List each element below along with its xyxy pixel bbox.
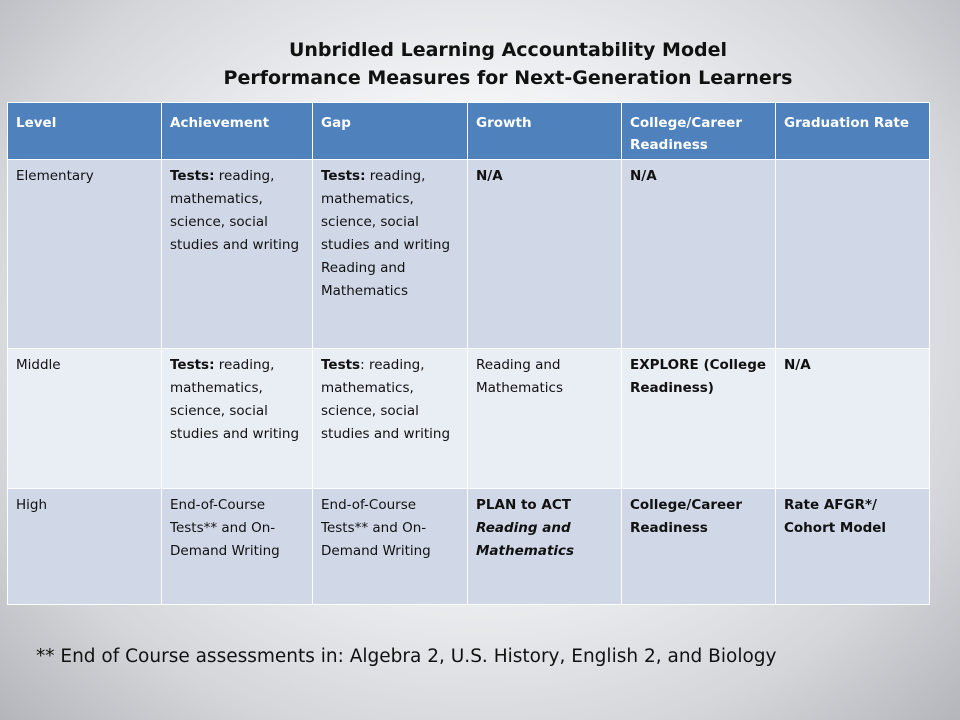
header-graduation-rate: Graduation Rate	[776, 103, 930, 160]
header-achievement: Achievement	[162, 103, 313, 160]
cell-label: Tests:	[170, 357, 215, 373]
cell-text: reading, mathematics, science, social studies and writing Reading and Mathematics	[321, 168, 451, 299]
performance-measures-table	[7, 102, 930, 605]
cell-graduation-rate: N/A	[776, 349, 930, 489]
cell-achievement	[162, 160, 313, 349]
cell-growth: Reading and Mathematics	[468, 349, 622, 489]
table-row-middle	[8, 349, 930, 489]
header-level: Level	[8, 103, 162, 160]
cell-gap	[313, 160, 468, 349]
cell-text: Reading and Mathematics	[476, 520, 575, 559]
cell-label: Tests	[321, 357, 361, 373]
cell-college-career-readiness: EXPLORE (College Readiness)	[622, 349, 776, 489]
cell-label: PLAN to ACT	[476, 497, 571, 513]
header-gap: Gap	[313, 103, 468, 160]
table-row-high	[8, 489, 930, 605]
slide-title	[0, 36, 960, 92]
footnote: ** End of Course assessments in: Algebra 2, U.S. History, English 2, and Biology	[36, 646, 777, 667]
title-line-2: Performance Measures for Next-Generation Learners	[223, 67, 793, 89]
cell-text: : reading, mathematics, science, social studies and writing	[321, 357, 451, 442]
cell-growth: N/A	[468, 160, 622, 349]
cell-college-career-readiness: College/Career Readiness	[622, 489, 776, 605]
cell-text: reading, mathematics, science, social studies and writing	[170, 168, 300, 253]
cell-graduation-rate: Rate AFGR*/ Cohort Model	[776, 489, 930, 605]
cell-gap: End-of-Course Tests** and On-Demand Writing	[313, 489, 468, 605]
table-row-elementary	[8, 160, 930, 349]
cell-graduation-rate	[776, 160, 930, 349]
cell-college-career-readiness: N/A	[622, 160, 776, 349]
cell-growth	[468, 489, 622, 605]
cell-gap	[313, 349, 468, 489]
cell-achievement: End-of-Course Tests** and On-Demand Writing	[162, 489, 313, 605]
title-line-1: Unbridled Learning Accountability Model	[288, 39, 728, 61]
cell-level: High	[8, 489, 162, 605]
cell-label: Tests:	[170, 168, 215, 184]
cell-achievement	[162, 349, 313, 489]
header-growth: Growth	[468, 103, 622, 160]
cell-label: Tests:	[321, 168, 366, 184]
cell-level: Middle	[8, 349, 162, 489]
table-header-row	[8, 103, 930, 160]
header-college-career-readiness: College/Career Readiness	[622, 103, 776, 160]
cell-level: Elementary	[8, 160, 162, 349]
cell-text: reading, mathematics, science, social studies and writing	[170, 357, 300, 442]
